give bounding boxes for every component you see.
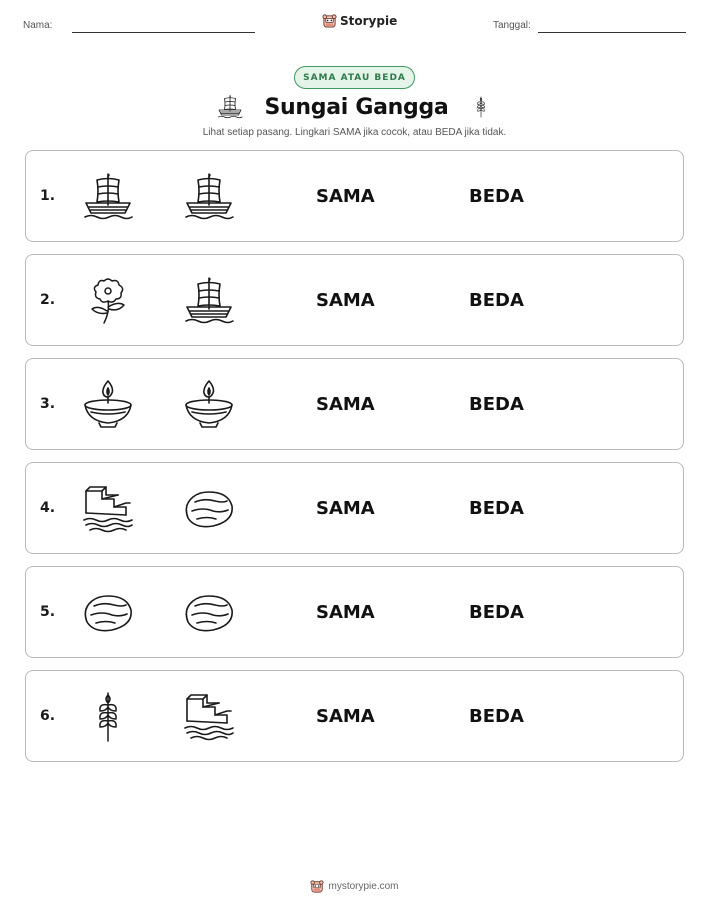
option-different[interactable]: BEDA [469, 601, 524, 623]
question-row-6 [25, 670, 684, 762]
diya-lamp-icon [82, 379, 134, 431]
question-row-3 [25, 358, 684, 450]
stone-icon [183, 587, 235, 639]
title-row [0, 92, 709, 122]
boat-icon [217, 94, 243, 120]
option-different[interactable]: BEDA [469, 185, 524, 207]
option-different[interactable]: BEDA [469, 393, 524, 415]
wheat-icon [82, 691, 134, 743]
mascot-icon [322, 13, 337, 28]
brand-name: Storypie [340, 13, 398, 28]
option-same[interactable]: SAMA [316, 601, 375, 623]
wheat-icon [470, 92, 492, 122]
option-same[interactable]: SAMA [316, 705, 375, 727]
option-different[interactable]: BEDA [469, 289, 524, 311]
boat-icon [183, 171, 235, 223]
river-steps-icon [82, 483, 134, 535]
stone-icon [82, 587, 134, 639]
option-different[interactable]: BEDA [469, 705, 524, 727]
date-line[interactable] [538, 32, 686, 33]
footer [0, 879, 709, 893]
question-row-1 [25, 150, 684, 242]
diya-lamp-icon [183, 379, 235, 431]
question-row-4 [25, 462, 684, 554]
mascot-icon [310, 879, 324, 893]
option-same[interactable]: SAMA [316, 393, 375, 415]
date-label: Tanggal: [493, 20, 531, 31]
river-steps-icon [183, 691, 235, 743]
instructions: Lihat setiap pasang. Lingkari SAMA jika cocok, atau BEDA jika tidak. [202, 127, 507, 138]
boat-icon [183, 275, 235, 327]
boat-icon [82, 171, 134, 223]
page-title: Sungai Gangga [264, 94, 449, 120]
question-number: 3. [40, 396, 56, 412]
brand-logo [322, 13, 397, 28]
question-number: 1. [40, 188, 56, 204]
question-number: 5. [40, 604, 56, 620]
name-label: Nama: [23, 20, 53, 31]
category-badge: SAMA ATAU BEDA [294, 66, 415, 89]
stone-icon [183, 483, 235, 535]
option-same[interactable]: SAMA [316, 289, 375, 311]
question-number: 6. [40, 708, 56, 724]
footer-url[interactable]: mystorypie.com [328, 880, 399, 892]
option-different[interactable]: BEDA [469, 497, 524, 519]
question-row-5 [25, 566, 684, 658]
question-number: 4. [40, 500, 56, 516]
option-same[interactable]: SAMA [316, 497, 375, 519]
question-row-2 [25, 254, 684, 346]
name-line[interactable] [72, 32, 255, 33]
question-number: 2. [40, 292, 56, 308]
flower-icon [82, 275, 134, 327]
option-same[interactable]: SAMA [316, 185, 375, 207]
